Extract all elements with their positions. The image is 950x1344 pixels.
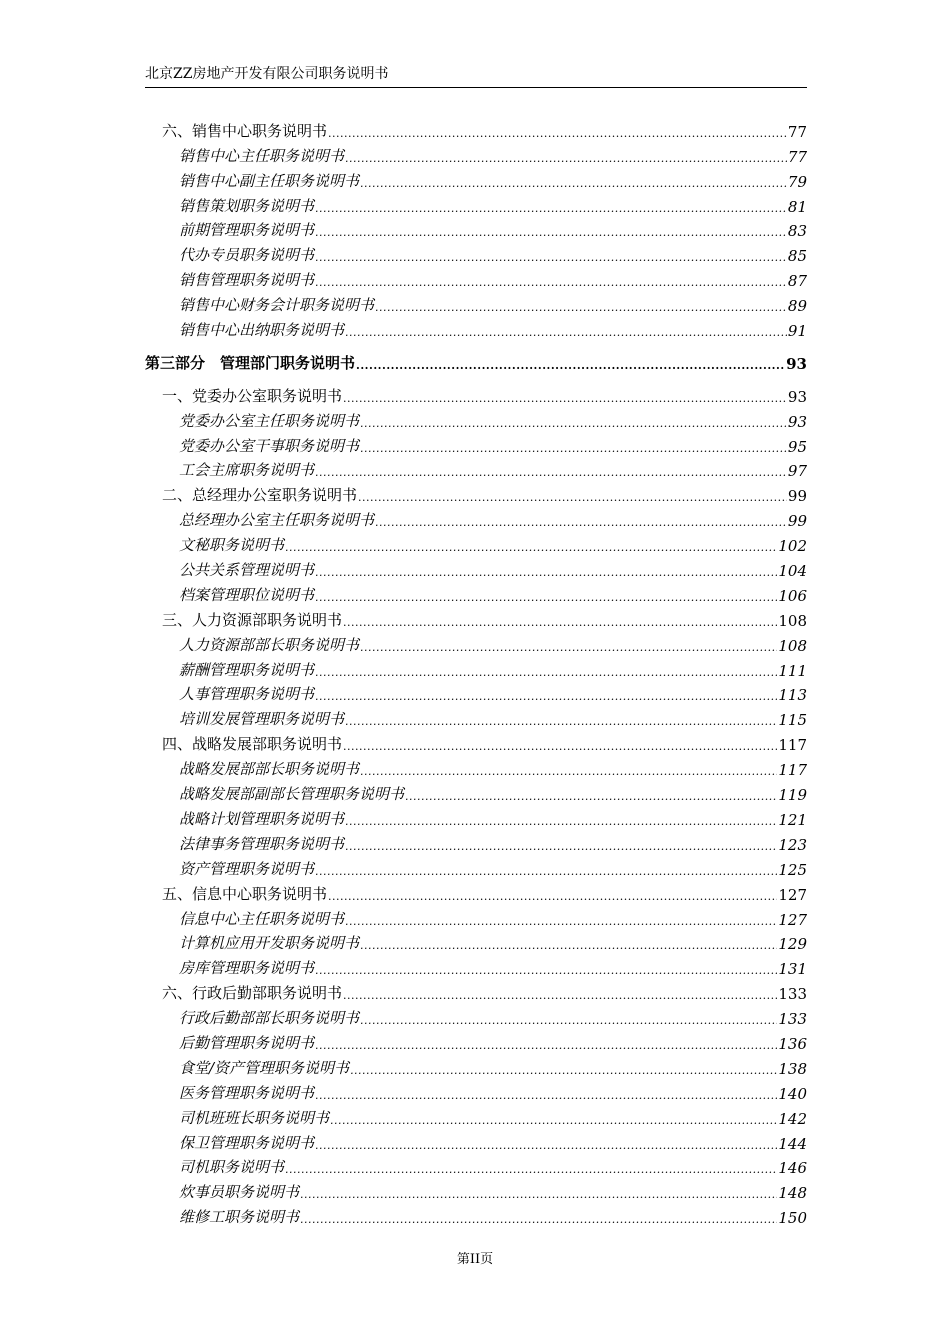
toc-entry-page: 77	[787, 122, 807, 141]
toc-entry-page: 133	[778, 985, 807, 1004]
toc-section-entry[interactable]	[145, 729, 807, 754]
toc-entry-page: 123	[778, 835, 807, 854]
toc-entry-page: 150	[778, 1209, 807, 1228]
toc-dot-leader	[285, 537, 777, 555]
toc-subsection-entry[interactable]	[145, 290, 807, 315]
toc-entry-title: 销售管理职务说明书	[179, 271, 315, 290]
toc-subsection-entry[interactable]	[145, 655, 807, 680]
toc-subsection-entry[interactable]	[145, 779, 807, 804]
toc-entry-title: 销售策划职务说明书	[179, 196, 315, 215]
toc-subsection-entry[interactable]	[145, 431, 807, 456]
toc-dot-leader	[315, 587, 777, 605]
toc-entry-page: 146	[778, 1159, 807, 1178]
toc-entry-title: 资产管理职务说明书	[179, 859, 315, 878]
toc-dot-leader	[343, 985, 777, 1003]
toc-subsection-entry[interactable]	[145, 1177, 807, 1202]
toc-subsection-entry[interactable]	[145, 953, 807, 978]
page-header	[145, 64, 807, 88]
toc-entry-page: 121	[778, 810, 807, 829]
toc-subsection-entry[interactable]	[145, 630, 807, 655]
toc-entry-title: 房库管理职务说明书	[179, 959, 315, 978]
toc-dot-leader	[328, 123, 787, 141]
toc-entry-title: 党委办公室主任职务说明书	[179, 411, 360, 430]
toc-section-entry[interactable]	[145, 605, 807, 630]
toc-entry-title: 维修工职务说明书	[179, 1208, 300, 1227]
toc-dot-leader	[315, 1085, 777, 1103]
toc-subsection-entry[interactable]	[145, 1153, 807, 1178]
toc-dot-leader	[315, 861, 777, 879]
toc-dot-leader	[315, 222, 787, 240]
toc-dot-leader	[315, 1035, 777, 1053]
toc-entry-page: 79	[787, 172, 807, 191]
toc-subsection-entry[interactable]	[145, 555, 807, 580]
toc-entry-title: 销售中心主任职务说明书	[179, 146, 345, 165]
toc-entry-page: 129	[778, 935, 807, 954]
toc-dot-leader	[315, 686, 777, 704]
toc-dot-leader	[343, 736, 777, 754]
toc-entry-title: 三、人力资源部职务说明书	[162, 610, 343, 629]
toc-subsection-entry[interactable]	[145, 1078, 807, 1103]
toc-entry-page: 127	[778, 910, 807, 929]
toc-subsection-entry[interactable]	[145, 1003, 807, 1028]
toc-entry-title: 前期管理职务说明书	[179, 221, 315, 240]
toc-entry-page: 104	[778, 562, 807, 581]
toc-entry-title: 培训发展管理职务说明书	[179, 710, 345, 729]
page-number: 第II页	[456, 1252, 494, 1267]
toc-entry-title: 公共关系管理说明书	[179, 561, 315, 580]
toc-dot-leader	[405, 786, 777, 804]
toc-entry-title: 炊事员职务说明书	[179, 1183, 300, 1202]
toc-dot-leader	[343, 388, 787, 406]
toc-entry-title: 医务管理职务说明书	[179, 1083, 315, 1102]
toc-entry-page: 125	[778, 860, 807, 879]
toc-entry-page: 131	[778, 960, 807, 979]
toc-subsection-entry[interactable]	[145, 191, 807, 216]
toc-subsection-entry[interactable]	[145, 315, 807, 340]
toc-entry-page: 108	[778, 636, 807, 655]
toc-entry-page: 97	[787, 462, 807, 481]
toc-subsection-entry[interactable]	[145, 1103, 807, 1128]
toc-entry-title: 代办专员职务说明书	[179, 246, 315, 265]
toc-entry-page: 111	[778, 661, 807, 680]
toc-entry-page: 85	[787, 247, 807, 266]
toc-dot-leader	[300, 1209, 777, 1227]
toc-dot-leader	[285, 1159, 777, 1177]
toc-entry-title: 食堂/资产管理职务说明书	[179, 1058, 350, 1077]
toc-subsection-entry[interactable]	[145, 216, 807, 241]
toc-entry-page: 140	[778, 1084, 807, 1103]
toc-entry-page: 102	[778, 537, 807, 556]
toc-entry-page: 95	[787, 437, 807, 456]
toc-subsection-entry[interactable]	[145, 505, 807, 530]
toc-entry-title: 一、党委办公室职务说明书	[162, 386, 343, 405]
toc-dot-leader	[358, 487, 787, 505]
toc-subsection-entry[interactable]	[145, 406, 807, 431]
toc-subsection-entry[interactable]	[145, 1128, 807, 1153]
toc-subsection-entry[interactable]	[145, 166, 807, 191]
toc-entry-page: 87	[787, 272, 807, 291]
toc-entry-title: 后勤管理职务说明书	[179, 1033, 315, 1052]
toc-section-entry[interactable]	[145, 116, 807, 141]
toc-entry-page: 127	[778, 885, 807, 904]
toc-entry-title: 保卫管理职务说明书	[179, 1133, 315, 1152]
toc-entry-title: 总经理办公室主任职务说明书	[179, 511, 375, 530]
toc-entry-title: 六、行政后勤部职务说明书	[162, 984, 343, 1003]
toc-entry-title: 战略发展部部长职务说明书	[179, 760, 360, 779]
toc-subsection-entry[interactable]	[145, 141, 807, 166]
toc-entry-page: 81	[787, 197, 807, 216]
toc-subsection-entry[interactable]	[145, 929, 807, 954]
toc-section-entry[interactable]	[145, 879, 807, 904]
toc-dot-leader	[345, 811, 777, 829]
toc-subsection-entry[interactable]	[145, 1028, 807, 1053]
toc-dot-leader	[343, 612, 777, 630]
toc-entry-title: 薪酬管理职务说明书	[179, 660, 315, 679]
toc-subsection-entry[interactable]	[145, 854, 807, 879]
toc-entry-title: 文秘职务说明书	[179, 536, 285, 555]
toc-subsection-entry[interactable]	[145, 754, 807, 779]
toc-section-entry[interactable]	[145, 480, 807, 505]
toc-entry-title: 信息中心主任职务说明书	[179, 909, 345, 928]
toc-dot-leader	[328, 886, 777, 904]
toc-entry-title: 法律事务管理职务说明书	[179, 834, 345, 853]
toc-entry-title: 档案管理职位说明书	[179, 585, 315, 604]
toc-subsection-entry[interactable]	[145, 265, 807, 290]
toc-dot-leader	[360, 761, 777, 779]
toc-dot-leader	[315, 198, 787, 216]
toc-dot-leader	[315, 960, 777, 978]
toc-section-entry[interactable]	[145, 978, 807, 1003]
toc-subsection-entry[interactable]	[145, 530, 807, 555]
toc-dot-leader	[360, 1010, 777, 1028]
toc-dot-leader	[315, 272, 787, 290]
toc-dot-leader	[375, 512, 787, 530]
toc-entry-page: 108	[778, 611, 807, 630]
toc-entry-page: 136	[778, 1034, 807, 1053]
toc-dot-leader	[345, 322, 787, 340]
toc-entry-page: 93	[787, 412, 807, 431]
toc-dot-leader	[360, 637, 777, 655]
toc-subsection-entry[interactable]	[145, 829, 807, 854]
toc-entry-title: 四、战略发展部职务说明书	[162, 735, 343, 754]
toc-entry-page: 115	[778, 711, 807, 730]
toc-entry-title: 销售中心出纳职务说明书	[179, 321, 345, 340]
toc-subsection-entry[interactable]	[145, 704, 807, 729]
toc-entry-title: 五、信息中心职务说明书	[162, 884, 328, 903]
toc-entry-page: 133	[778, 1010, 807, 1029]
toc-subsection-entry[interactable]	[145, 804, 807, 829]
toc-entry-page: 113	[778, 686, 807, 705]
toc-subsection-entry[interactable]	[145, 240, 807, 265]
toc-entry-page: 138	[778, 1059, 807, 1078]
toc-dot-leader	[345, 148, 787, 166]
toc-entry-page: 148	[778, 1184, 807, 1203]
toc-entry-page: 144	[778, 1134, 807, 1153]
toc-dot-leader	[360, 935, 777, 953]
toc-entry-title: 战略计划管理职务说明书	[179, 809, 345, 828]
toc-dot-leader	[315, 662, 777, 680]
toc-part-entry[interactable]	[145, 348, 807, 373]
toc-dot-leader	[315, 462, 787, 480]
toc-dot-leader	[360, 438, 787, 456]
toc-dot-leader	[356, 355, 785, 373]
toc-entry-page: 99	[787, 512, 807, 531]
toc-entry-title: 人事管理职务说明书	[179, 685, 315, 704]
table-of-contents	[145, 116, 807, 1227]
toc-dot-leader	[360, 413, 787, 431]
toc-entry-title: 第三部分 管理部门职务说明书	[145, 353, 356, 372]
toc-dot-leader	[375, 297, 787, 315]
toc-entry-page: 117	[778, 736, 807, 755]
toc-entry-page: 106	[778, 586, 807, 605]
toc-entry-title: 六、销售中心职务说明书	[162, 121, 328, 140]
toc-subsection-entry[interactable]	[145, 680, 807, 705]
page-footer	[0, 1248, 950, 1267]
toc-entry-page: 77	[787, 147, 807, 166]
header-title: 北京ZZ房地产开发有限公司职务说明书	[145, 66, 389, 82]
toc-entry-page: 89	[787, 297, 807, 316]
toc-subsection-entry[interactable]	[145, 580, 807, 605]
toc-dot-leader	[315, 247, 787, 265]
toc-entry-page: 142	[778, 1109, 807, 1128]
toc-subsection-entry[interactable]	[145, 904, 807, 929]
toc-entry-title: 销售中心财务会计职务说明书	[179, 296, 375, 315]
toc-dot-leader	[315, 1135, 777, 1153]
toc-entry-title: 销售中心副主任职务说明书	[179, 171, 360, 190]
toc-dot-leader	[360, 173, 787, 191]
toc-dot-leader	[345, 836, 777, 854]
toc-entry-title: 司机职务说明书	[179, 1158, 285, 1177]
toc-subsection-entry[interactable]	[145, 1053, 807, 1078]
toc-entry-title: 行政后勤部部长职务说明书	[179, 1009, 360, 1028]
toc-entry-title: 人力资源部部长职务说明书	[179, 635, 360, 654]
toc-subsection-entry[interactable]	[145, 456, 807, 481]
toc-entry-page: 83	[787, 222, 807, 241]
toc-dot-leader	[300, 1184, 777, 1202]
toc-dot-leader	[345, 911, 777, 929]
toc-entry-title: 计算机应用开发职务说明书	[179, 934, 360, 953]
toc-entry-page: 93	[786, 354, 807, 373]
toc-dot-leader	[345, 711, 777, 729]
toc-entry-title: 党委办公室干事职务说明书	[179, 436, 360, 455]
toc-entry-page: 93	[787, 387, 807, 406]
toc-entry-title: 工会主席职务说明书	[179, 461, 315, 480]
toc-entry-page: 99	[787, 487, 807, 506]
toc-subsection-entry[interactable]	[145, 1202, 807, 1227]
toc-entry-title: 战略发展部副部长管理职务说明书	[179, 785, 405, 804]
toc-entry-page: 119	[778, 786, 807, 805]
toc-dot-leader	[330, 1110, 777, 1128]
toc-dot-leader	[350, 1060, 777, 1078]
toc-entry-title: 司机班班长职务说明书	[179, 1108, 330, 1127]
toc-entry-page: 91	[787, 322, 807, 341]
toc-section-entry[interactable]	[145, 381, 807, 406]
toc-entry-page: 117	[778, 761, 807, 780]
toc-entry-title: 二、总经理办公室职务说明书	[162, 486, 358, 505]
toc-dot-leader	[315, 562, 777, 580]
